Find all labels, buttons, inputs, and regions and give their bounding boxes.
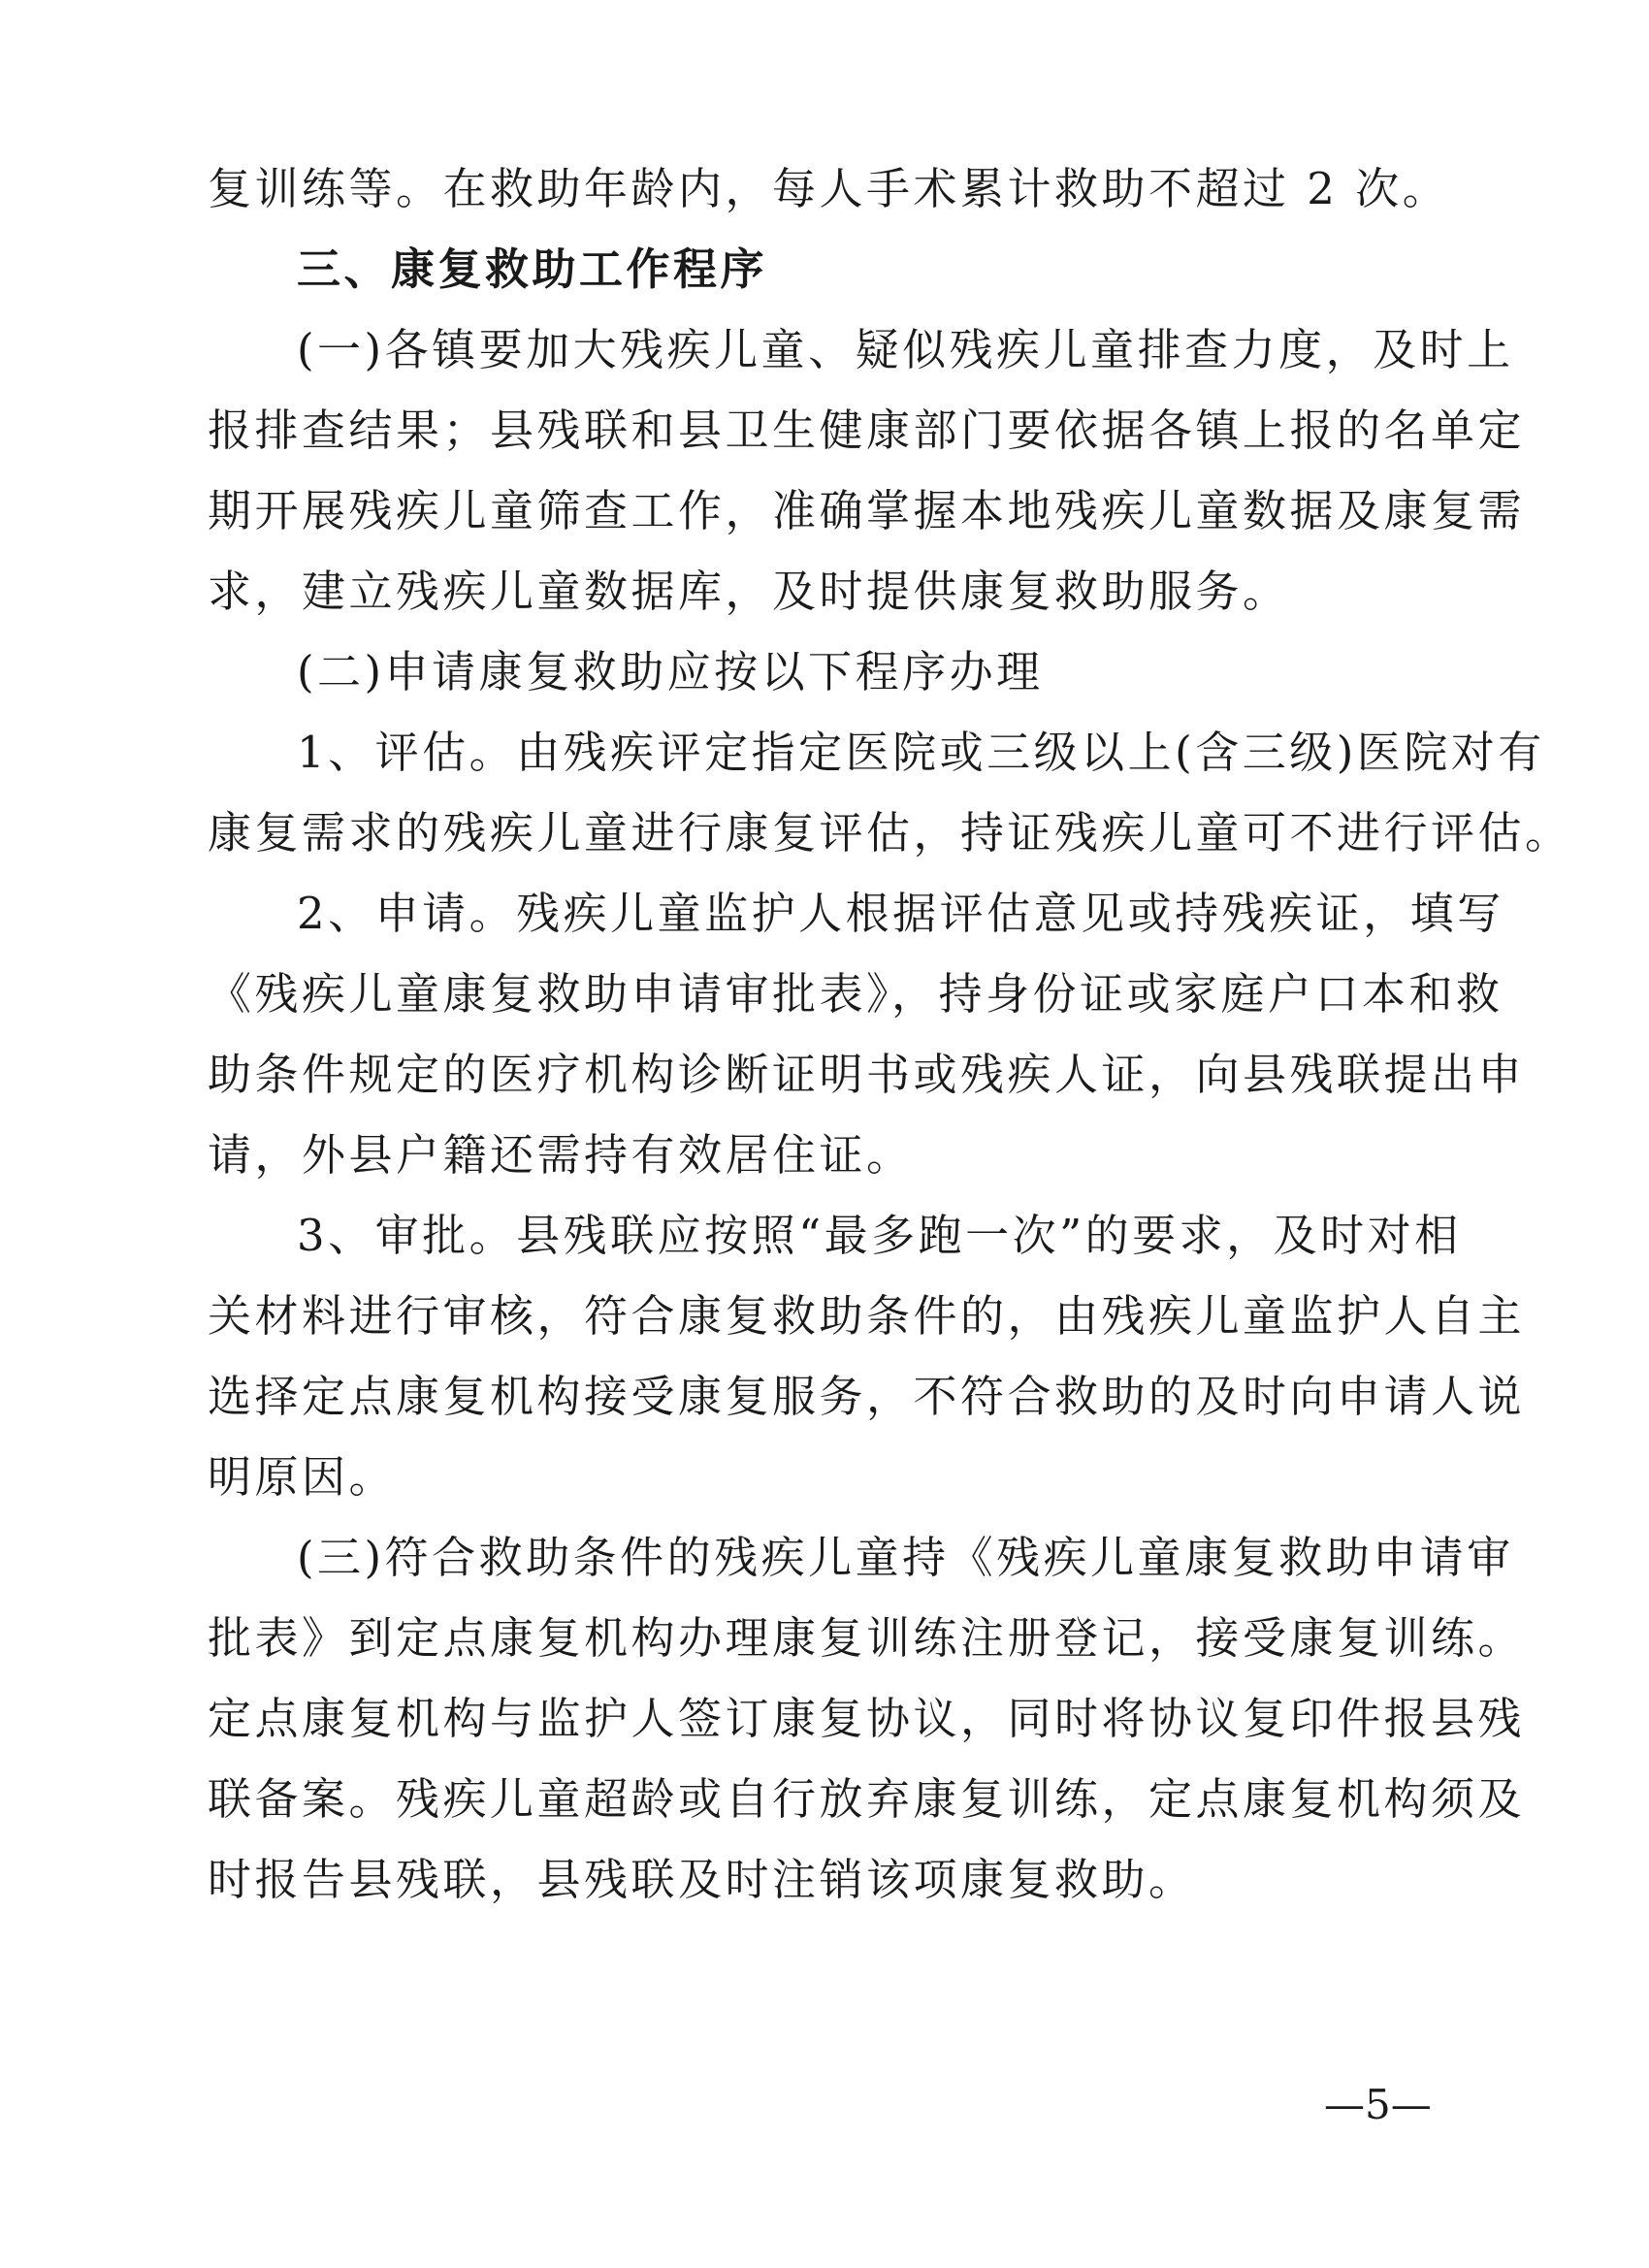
paragraph-line: 联备案。残疾儿童超龄或自行放弃康复训练，定点康复机构须及 <box>208 1773 1526 1825</box>
paragraph-line: (一)各镇要加大残疾儿童、疑似残疾儿童排查力度，及时上 <box>297 324 1514 375</box>
paragraph-line: 3、审批。县残联应按照“最多跑一次”的要求，及时对相 <box>297 1210 1462 1261</box>
paragraph-line: 时报告县残联，县残联及时注销该项康复救助。 <box>208 1854 1196 1905</box>
paragraph-line: 明原因。 <box>208 1451 397 1503</box>
paragraph-line: 《残疾儿童康复救助申请审批表》，持身份证或家庭户口本和救 <box>208 968 1504 1020</box>
paragraph-line: 康复需求的残疾儿童进行康复评估，持证残疾儿童可不进行评估。 <box>208 807 1572 859</box>
page-number: —5— <box>1324 2081 1432 2128</box>
paragraph-line: 关材料进行审核，符合康复救助条件的，由残疾儿童监护人自主 <box>208 1290 1526 1342</box>
paragraph-line: 期开展残疾儿童筛查工作，准确掌握本地残疾儿童数据及康复需 <box>208 485 1526 536</box>
subsection-heading: (二)申请康复救助应按以下程序办理 <box>297 646 1044 697</box>
paragraph-line: 助条件规定的医疗机构诊断证明书或残疾人证，向县残联提出申 <box>208 1049 1526 1100</box>
paragraph-line: 选择定点康复机构接受康复服务，不符合救助的及时向申请人说 <box>208 1371 1526 1422</box>
paragraph-line: 2、申请。残疾儿童监护人根据评估意见或持残疾证，填写 <box>297 888 1504 939</box>
paragraph-line: 请，外县户籍还需持有效居住证。 <box>208 1129 914 1181</box>
paragraph-line: 求，建立残疾儿童数据库，及时提供康复救助服务。 <box>208 566 1290 617</box>
paragraph-line: 定点康复机构与监护人签订康复协议，同时将协议复印件报县残 <box>208 1693 1526 1744</box>
paragraph-line: 复训练等。在救助年龄内，每人手术累计救助不超过 2 次。 <box>208 163 1450 214</box>
paragraph-line: 报排查结果；县残联和县卫生健康部门要依据各镇上报的名单定 <box>208 405 1526 456</box>
section-heading: 三、康复救助工作程序 <box>297 243 768 295</box>
paragraph-line: (三)符合救助条件的残疾儿童持《残疾儿童康复救助申请审 <box>297 1532 1514 1583</box>
paragraph-line: 批表》到定点康复机构办理康复训练注册登记，接受康复训练。 <box>208 1612 1526 1664</box>
paragraph-line: 1、评估。由残疾评定指定医院或三级以上(含三级)医院对有 <box>297 727 1545 778</box>
